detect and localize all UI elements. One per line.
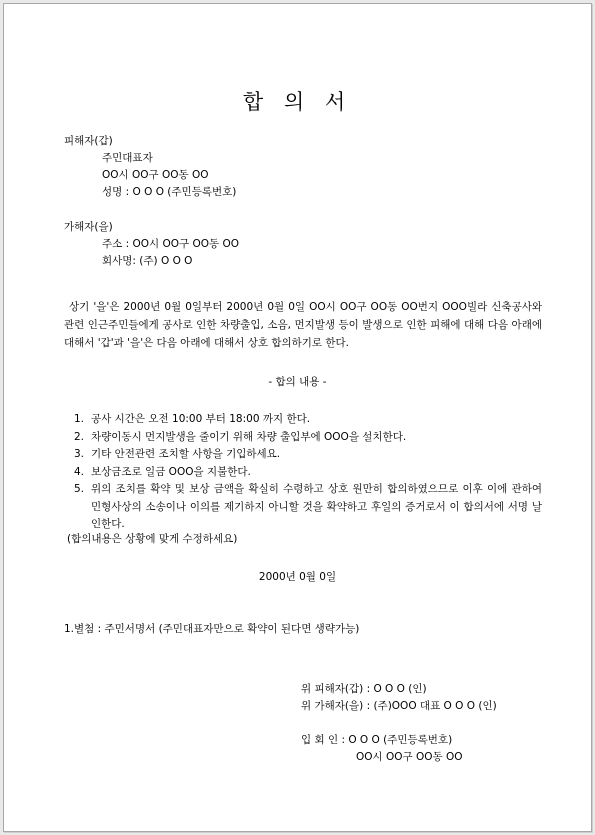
document-title: 합 의 서 <box>242 90 353 114</box>
list-item <box>74 464 542 482</box>
agreement-date: 2000년 0월 0일 <box>258 571 337 583</box>
victim-line: 성명 : O O O (주민등록번호) <box>102 186 237 198</box>
item-number: 5. <box>74 483 85 495</box>
item-text: 위의 조치를 확약 및 보상 금액을 확실히 수령하고 상호 원만히 합의하였으므로 이후 이에 관하여 민형사상의 소송이나 이의를 제기하지 아니할 것을 확약하고 후일의 증거로서 이 합의서에 서명 날인한다. <box>91 483 542 530</box>
list-item <box>74 411 542 429</box>
item-number: 3. <box>74 448 85 460</box>
offender-signature: 위 가해자(을) : (주)OOO 대표 O O O (인) <box>301 700 497 712</box>
victim-line: OO시 OO구 OO동 OO <box>102 169 209 181</box>
item-number: 4. <box>74 465 85 478</box>
section-heading: - 합의 내용 - <box>268 376 327 388</box>
list-item <box>74 446 542 464</box>
item-text: 공사 시간은 오전 10:00 부터 18:00 까지 한다. <box>91 413 311 425</box>
item-number: 1. <box>74 413 85 425</box>
witness-signature: 입 회 인 : O O O (주민등록번호) <box>301 734 453 746</box>
item-number: 2. <box>74 430 85 443</box>
agreement-paragraph <box>64 298 542 352</box>
offender-heading: 가해자(을) <box>64 221 113 233</box>
witness-address: OO시 OO구 OO동 OO <box>356 751 463 763</box>
victim-line: 주민대표자 <box>102 152 153 164</box>
edit-note: (합의내용은 상황에 맞게 수정하세요) <box>67 533 238 545</box>
victim-heading: 피해자(갑) <box>64 135 113 147</box>
item-text: 보상금조로 일금 OOO을 지불한다. <box>91 465 251 478</box>
item-text: 기타 안전관련 조치할 사항을 기입하세요. <box>91 448 281 460</box>
list-item <box>74 429 542 447</box>
victim-signature: 위 피해자(갑) : O O O (인) <box>301 683 427 695</box>
attachment-line: 1.별첨 : 주민서명서 (주민대표자만으로 확약이 된다면 생략가능) <box>64 623 360 635</box>
item-text: 차량이동시 먼지발생을 줄이기 위해 차량 출입부에 OOO을 설치한다. <box>91 430 407 443</box>
document-page <box>3 3 592 832</box>
offender-line: 주소 : OO시 OO구 OO동 OO <box>102 238 240 250</box>
list-item <box>74 481 542 534</box>
agreement-items <box>74 411 542 534</box>
offender-line: 회사명: (주) O O O <box>102 255 193 267</box>
agreement-paragraph-text: 상기 '을'은 2000년 0월 0일부터 2000년 0월 0일 OO시 OO구 OO동 OO번지 OOO빌라 신축공사와 관련 인근주민들에게 공사로 인한 차량출입, 소음, 먼지발생 등이 발생으로 인한 피해에 대해 다음 아래에 대해서 '갑'과 '을'은 다음 아래에 대해서 상호 합의하기로 한다. <box>64 301 542 349</box>
